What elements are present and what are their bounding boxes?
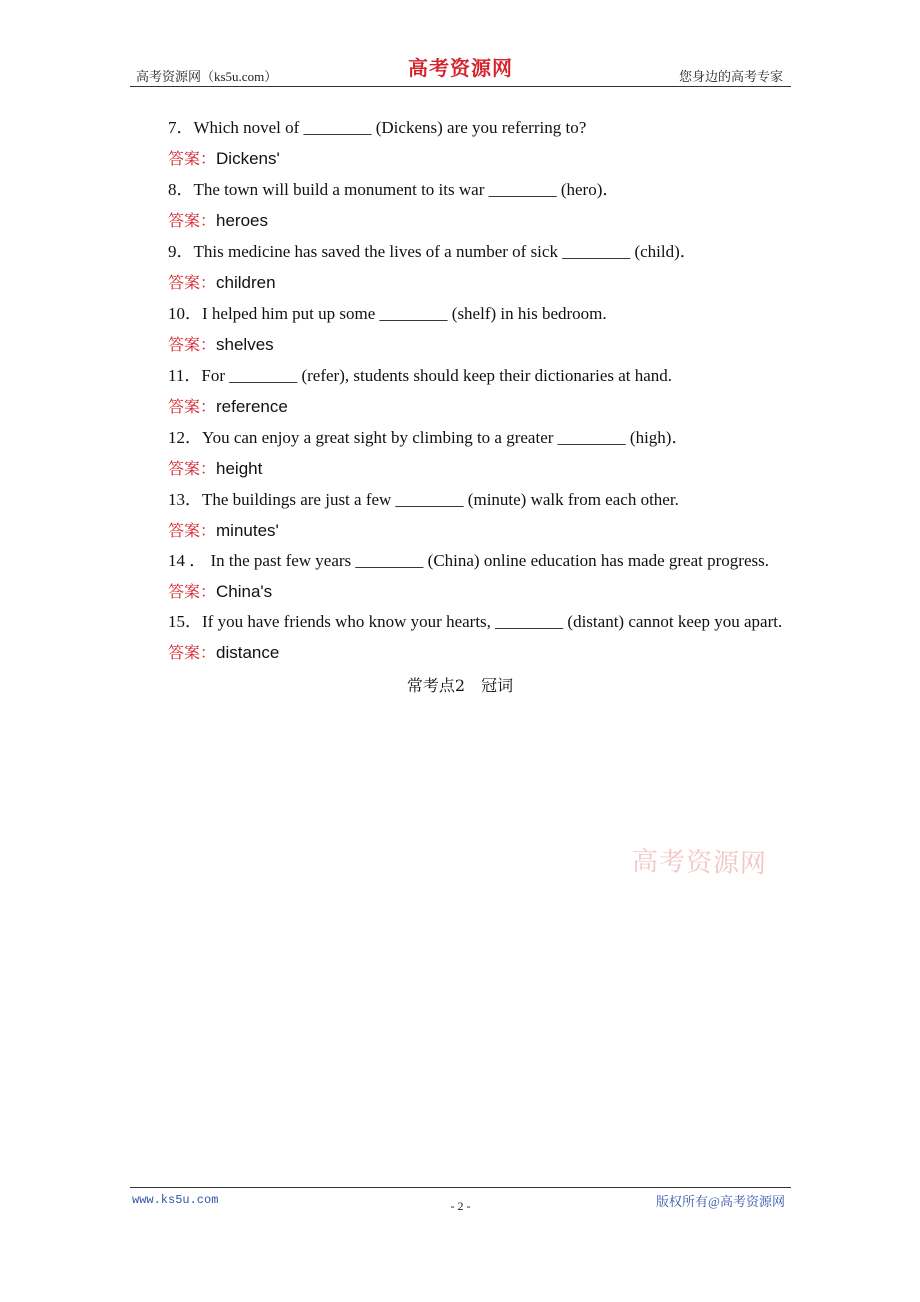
answer-value: Dickens' (216, 149, 280, 168)
answer-label: 答案： (168, 211, 217, 230)
answer-value: children (216, 273, 276, 292)
answer-14 (131, 576, 789, 607)
question-12: 12．You can enjoy a great sight by climbing to a greater ________ (high)． (168, 428, 689, 447)
answer-label: 答案： (168, 273, 217, 292)
answer-value: heroes (216, 211, 268, 230)
answer-15 (131, 637, 789, 668)
answer-13 (131, 515, 789, 546)
answer-label: 答案： (168, 335, 217, 354)
answer-label: 答案： (168, 643, 217, 662)
question-8: 8．The town will build a monument to its war ________ (hero)． (168, 180, 620, 199)
answer-value: minutes' (216, 521, 279, 540)
answer-10 (131, 329, 789, 360)
header-site-name: 高考资源网（ks5u.com） (136, 69, 278, 84)
question-14: 14 ． In the past few years ________ (China) online education has made great progress. (168, 551, 769, 570)
page-footer (130, 1187, 791, 1218)
section-title: 常考点2 冠词 (406, 676, 514, 695)
footer-site-link[interactable]: www.ks5u.com (132, 1193, 219, 1207)
answer-value: distance (216, 643, 280, 662)
header-logo: 高考资源网 (408, 56, 513, 80)
answer-value: reference (216, 397, 288, 416)
header-slogan: 您身边的高考专家 (678, 69, 783, 84)
watermark-logo: 高考资源网 (631, 846, 768, 880)
answer-12 (131, 453, 789, 484)
answer-value: China's (216, 582, 273, 601)
question-15: 15．If you have friends who know your hearts, ________ (distant) cannot keep you apart. (168, 612, 783, 631)
page-header (130, 50, 791, 87)
question-9: 9．This medicine has saved the lives of a number of sick ________ (child)． (168, 242, 697, 261)
question-11: 11．For ________ (refer), students should keep their dictionaries at hand. (168, 366, 673, 385)
answer-9 (131, 267, 789, 298)
answer-value: shelves (216, 335, 274, 354)
question-13: 13．The buildings are just a few ________ (minute) walk from each other. (168, 490, 679, 509)
document-body (131, 112, 789, 701)
answer-8 (131, 205, 789, 236)
answer-label: 答案： (168, 149, 217, 168)
question-10: 10．I helped him put up some ________ (shelf) in his bedroom. (168, 304, 607, 323)
answer-label: 答案： (168, 582, 217, 601)
page-number: - 2 - (450, 1199, 471, 1213)
answer-label: 答案： (168, 459, 217, 478)
answer-11 (131, 391, 789, 422)
footer-copyright: 版权所有@高考资源网 (656, 1194, 785, 1209)
answer-label: 答案： (168, 397, 217, 416)
answer-value: height (216, 459, 263, 478)
answer-7 (131, 143, 789, 174)
answer-label: 答案： (168, 521, 217, 540)
question-7: 7．Which novel of ________ (Dickens) are you referring to? (168, 118, 587, 137)
